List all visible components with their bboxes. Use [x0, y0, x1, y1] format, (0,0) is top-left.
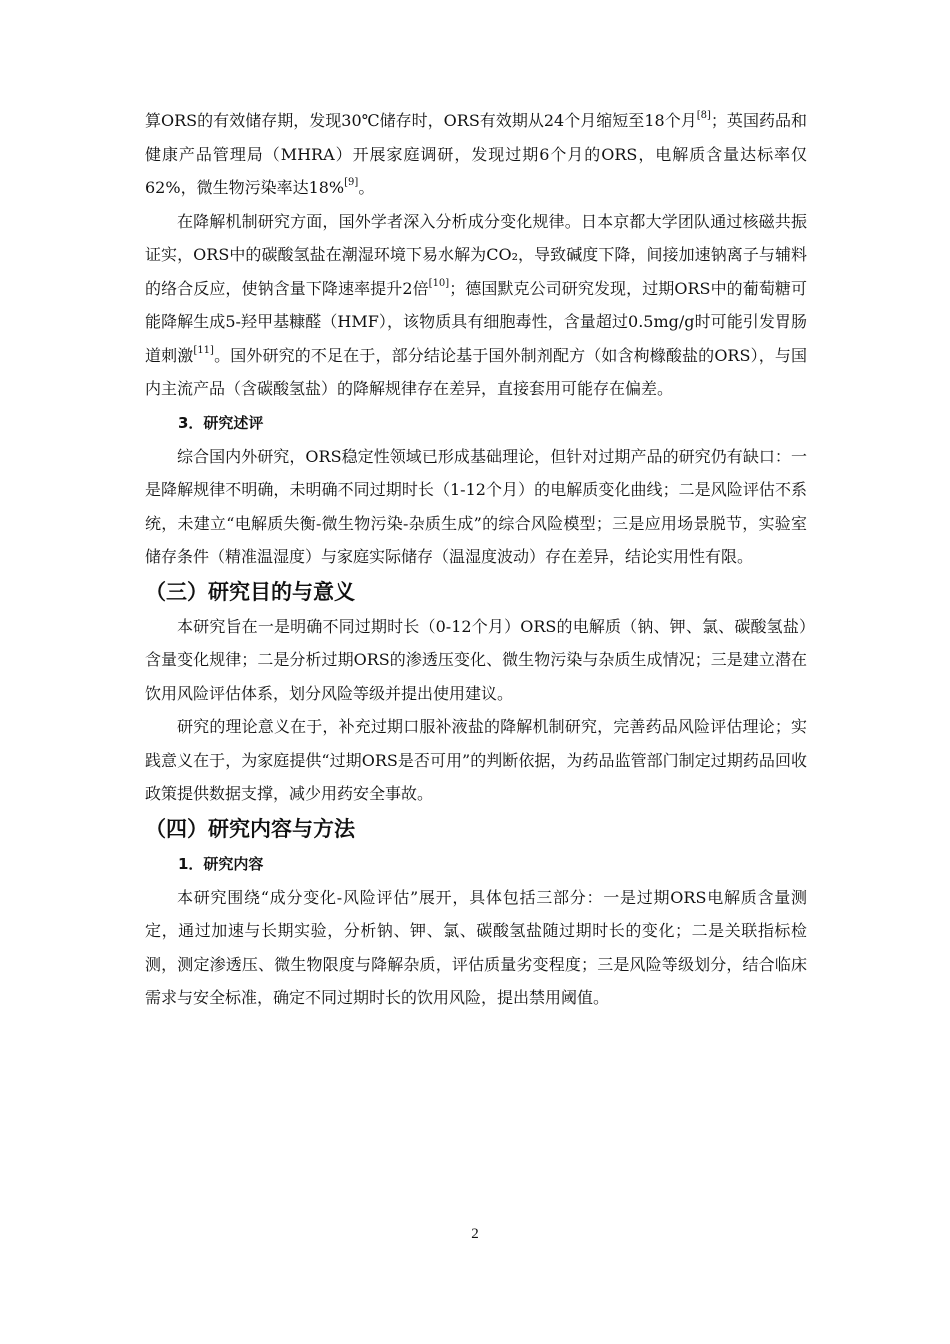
text-run: 在降解机制研究方面，国外学者深入分析成分变化规律。日本京都大学团队通过核磁共振证实，ORS中的碳酸氢盐在潮湿环境下易水解为CO₂，导致碱度下降，间接加速钠离子与辅料的络合反应，使钠含量下降速率提升2倍: [145, 211, 807, 298]
text-run: 。: [358, 178, 375, 197]
text-run: ；德国默克公司研究发现，过期ORS中的葡萄糖可能降解生成5-羟甲基糠醛（HMF），该物质具有细胞毒性，含量超过0.5mg/g时可能引发胃肠道刺激: [145, 278, 807, 365]
text-run: 算ORS的有效储存期，发现30℃储存时，ORS有效期从24个月缩短至18个月: [145, 111, 697, 130]
paragraph-continued: [145, 104, 807, 205]
text-run: ；英国药品和健康产品管理局（MHRA）开展家庭调研，发现过期6个月的ORS，电解质含量达标率仅62%，微生物污染率达18%: [145, 111, 807, 197]
paragraph-content: 本研究围绕“成分变化-风险评估”展开，具体包括三部分：一是过期ORS电解质含量测定，通过加速与长期实验，分析钠、钾、氯、碳酸氢盐随过期时长的变化；二是关联指标检测，测定渗透压、微生物限度与降解杂质，评估质量劣变程度；三是风险等级划分，结合临床需求与安全标准，确定不同过期时长的饮用风险，提出禁用阈值。: [145, 887, 807, 1007]
heading-research-review: 3．研究述评: [178, 413, 264, 432]
paragraph-significance: 研究的理论意义在于，补充过期口服补液盐的降解机制研究，完善药品风险评估理论；实践意义在于，为家庭提供“过期ORS是否可用”的判断依据，为药品监管部门制定过期药品回收政策提供数据支撑，减少用药安全事故。: [145, 717, 807, 803]
citation-ref: [11]: [193, 344, 214, 356]
citation-ref: [9]: [344, 177, 359, 188]
heading-content-methods: （四）研究内容与方法: [145, 816, 355, 841]
citation-ref: [8]: [696, 110, 711, 121]
text-run: 。国外研究的不足在于，部分结论基于国外制剂配方（如含枸橼酸盐的ORS），与国内主流产品（含碳酸氢盐）的降解规律存在差异，直接套用可能存在偏差。: [145, 345, 807, 398]
page-number: 2: [471, 1226, 479, 1242]
heading-purpose-significance: （三）研究目的与意义: [145, 579, 355, 604]
paragraph-review: 综合国内外研究，ORS稳定性领域已形成基础理论，但针对过期产品的研究仍有缺口：一是降解规律不明确，未明确不同过期时长（1-12个月）的电解质变化曲线；二是风险评估不系统，未建立“电解质失衡-微生物污染-杂质生成”的综合风险模型；三是应用场景脱节，实验室储存条件（精准温湿度）与家庭实际储存（温湿度波动）存在差异，结论实用性有限。: [145, 446, 807, 566]
citation-ref: [10]: [428, 277, 450, 289]
heading-research-content: 1．研究内容: [178, 854, 264, 873]
paragraph-degradation-mechanism: [145, 205, 807, 406]
paragraph-purpose: 本研究旨在一是明确不同过期时长（0-12个月）ORS的电解质（钠、钾、氯、碳酸氢盐）含量变化规律；二是分析过期ORS的渗透压变化、微生物污染与杂质生成情况；三是建立潜在饮用风险评估体系，划分风险等级并提出使用建议。: [145, 616, 807, 703]
document-page: [145, 104, 807, 1015]
